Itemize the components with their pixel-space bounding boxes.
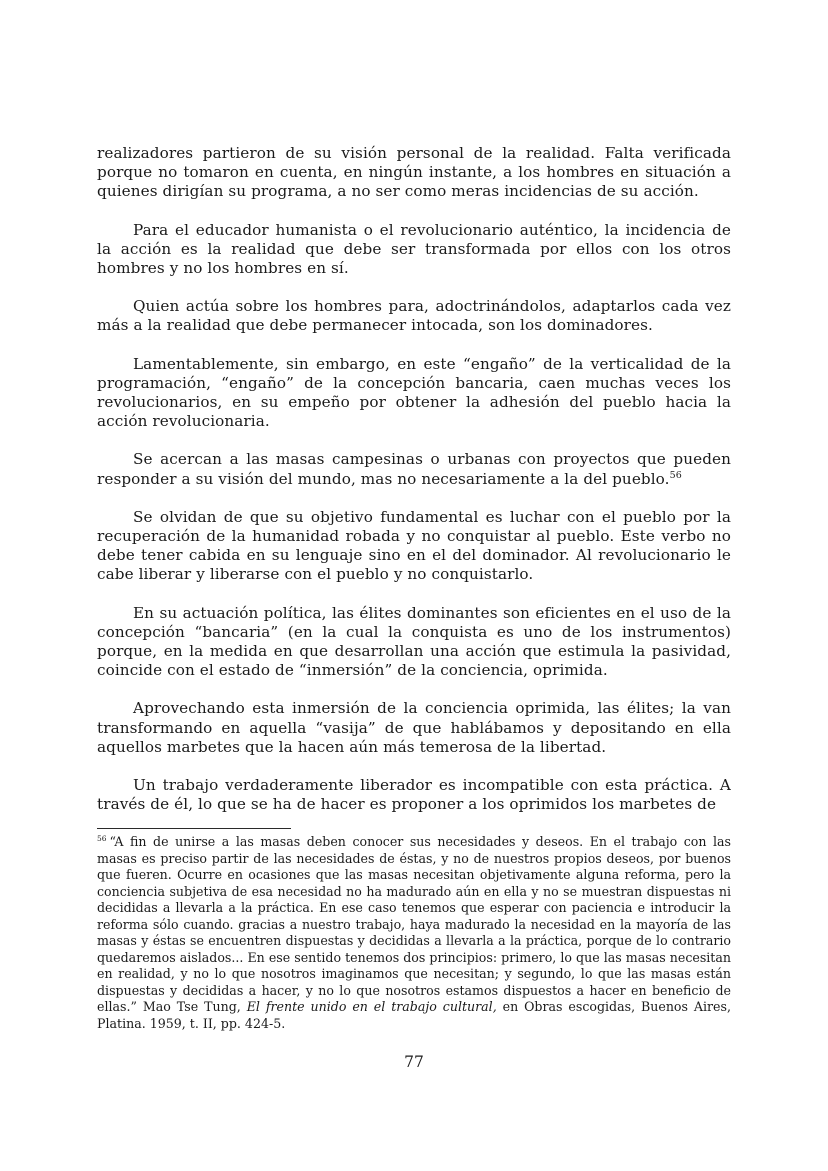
paragraph-with-footnote [97, 450, 731, 488]
footnote-citation: en Obras escogidas, Buenos Aires, Platina. 1959, t. II, pp. 424-5. [97, 999, 731, 1031]
footnote-text: “A fin de unirse a las masas deben conocer sus necesidades y deseos. En el trabajo con las masas es preciso partir de las necesidades de éstas, y no de nuestros propios deseos, por buenos que fueren. Ocurre en ocasiones que las masas necesitan objetivamente alguna reforma, pero la conciencia subjetiva de esa necesidad no ha madurado aún en ella y no se muestran dispuestas ni decididas a llevarla a la práctica. En ese caso tenemos que esperar con paciencia e introducir la reforma sólo cuando. gracias a nuestro trabajo, haya madurado la necesidad en la mayoría de las masas y éstas se encuentren dispuestas y decididas a llevarla a la práctica, porque de lo contrario quedaremos aislados... En ese sentido tenemos dos principios: primero, lo que las masas necesitan en realidad, y no lo que nosotros imaginamos que necesitan; y segundo, lo que las masas están dispuestas y decididas a hacer, y no lo que nosotros estamos dispuestos a hacer en beneficio de ellas.” Mao Tse Tung, [97, 834, 731, 1014]
footnote-source-title: El frente unido en el trabajo cultural, [246, 999, 497, 1014]
paragraph: Se olvidan de que su objetivo fundamental es luchar con el pueblo por la recuperación de la humanidad robada y no conquistar al pueblo. Este verbo no debe tener cabida en su lenguaje sino en el del dominador. Al revolucionario le cabe liberar y liberarse con el pueblo y no conquistarlo. [97, 507, 731, 584]
footnote [97, 834, 731, 1032]
paragraph: Quien actúa sobre los hombres para, adoctrinándolos, adaptarlos cada vez más a la realidad que debe permanecer intocada, son los dominadores. [97, 297, 731, 335]
page-number: 77 [404, 1053, 424, 1071]
paragraph: Aprovechando esta inmersión de la conciencia oprimida, las élites; la van transformando en aquella “vasija” de que hablábamos y depositando en ella aquellos marbetes que la hacen aún más temerosa de la libertad. [97, 699, 731, 756]
paragraph: Para el educador humanista o el revolucionario auténtico, la incidencia de la acción es la realidad que debe ser transformada por ellos con los otros hombres y no los hombres en sí. [97, 220, 731, 278]
footnote-separator [97, 828, 291, 829]
paragraph: Un trabajo verdaderamente liberador es incompatible con esta práctica. A través de él, lo que se ha de hacer es proponer a los oprimidos los marbetes de [97, 776, 731, 814]
paragraph: En su actuación política, las élites dominantes son eficientes en el uso de la concepción “bancaria” (en la cual la conquista es uno de los instrumentos) porque, en la medida en que desarrollan una acción que estimula la pasividad, coincide con el estado de “inmersión” de la conciencia, oprimida. [97, 603, 731, 680]
paragraph-text: Se acercan a las masas campesinas o urbanas con proyectos que pueden responder a su visión del mundo, mas no necesariamente a la del pueblo. [97, 450, 731, 488]
paragraph: Lamentablemente, sin embargo, en este “engaño” de la verticalidad de la programación, “engaño” de la concepción bancaria, caen muchas veces los revolucionarios, en su empeño por obtener la adhesión del pueblo hacia la acción revolucionaria. [97, 354, 731, 431]
footnote-number: 56 [97, 833, 107, 843]
footnote-reference[interactable]: 56 [669, 469, 682, 481]
body-text [97, 144, 731, 833]
paragraph: realizadores partieron de su visión personal de la realidad. Falta verificada porque no tomaron en cuenta, en ningún instante, a los hombres en situación a quienes dirigían su programa, a no ser como meras incidencias de su acción. [97, 144, 731, 201]
